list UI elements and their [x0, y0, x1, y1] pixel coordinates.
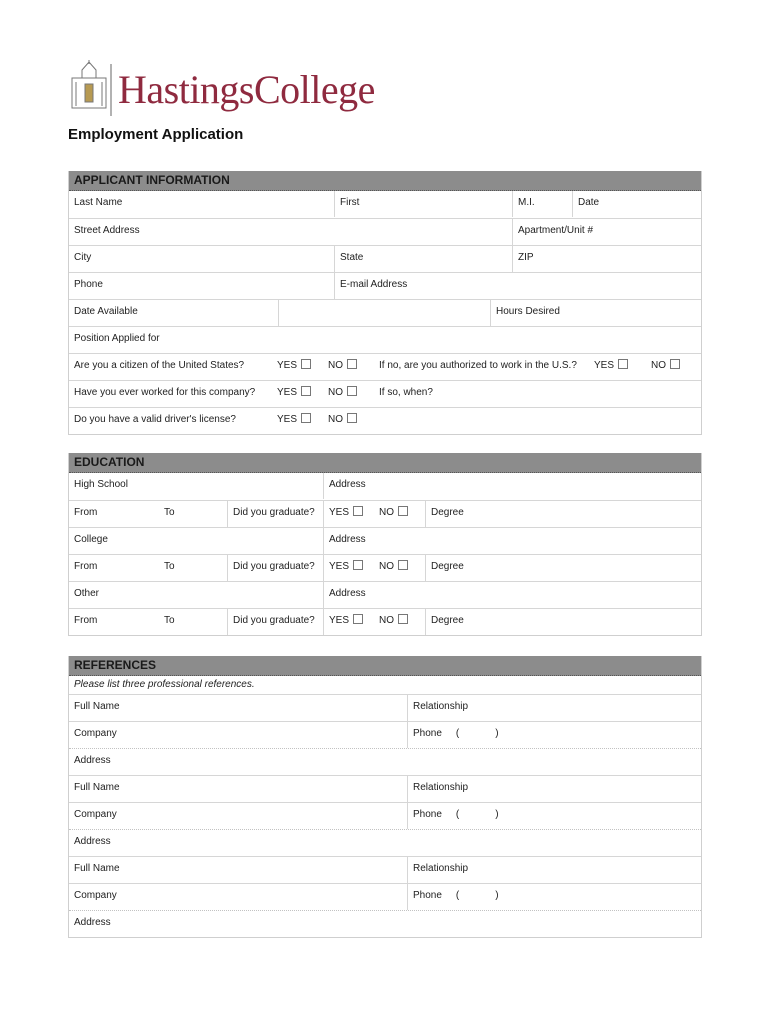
phone-field[interactable]: Phone [74, 279, 103, 290]
section-heading: EDUCATION [69, 453, 701, 473]
worked-question: Have you ever worked for this company? [74, 387, 256, 398]
graduate-no-option[interactable] [374, 555, 424, 581]
reference-3-company-row [69, 883, 701, 910]
license-no-option[interactable] [323, 408, 373, 434]
high-school-address-field[interactable]: Address [323, 473, 702, 499]
company-field[interactable]: Company [74, 809, 117, 820]
to-field[interactable]: To [164, 561, 175, 572]
page-title: Employment Application [68, 126, 244, 143]
checkbox[interactable] [301, 386, 311, 396]
checkbox[interactable] [670, 359, 680, 369]
no-label: NO [328, 387, 343, 398]
to-field[interactable]: To [164, 507, 175, 518]
street-row [69, 218, 701, 245]
phone-field[interactable] [407, 722, 702, 748]
other-school-field[interactable]: Other [74, 588, 100, 599]
graduate-question: Did you graduate? [227, 609, 323, 635]
relationship-field[interactable]: Relationship [407, 857, 702, 883]
college-field[interactable]: College [74, 534, 108, 545]
hours-desired-field[interactable]: Hours Desired [490, 300, 702, 326]
checkbox[interactable] [353, 614, 363, 624]
name-row [69, 191, 701, 218]
license-question: Do you have a valid driver's license? [74, 414, 236, 425]
from-field[interactable]: From [74, 615, 98, 626]
address-field[interactable]: Address [74, 755, 111, 766]
education-section [68, 453, 702, 636]
checkbox[interactable] [398, 614, 408, 624]
checkbox[interactable] [398, 506, 408, 516]
high-school-dates-row [69, 500, 701, 527]
degree-field[interactable]: Degree [425, 501, 702, 527]
checkbox[interactable] [347, 359, 357, 369]
position-row [69, 326, 701, 353]
college-dates-row [69, 554, 701, 581]
worked-no-option[interactable] [323, 381, 373, 407]
full-name-field[interactable]: Full Name [74, 863, 120, 874]
graduate-yes-option[interactable] [323, 609, 373, 635]
graduate-no-option[interactable] [374, 501, 424, 527]
reference-2-company-row [69, 802, 701, 829]
degree-field[interactable]: Degree [425, 609, 702, 635]
license-yes-option[interactable] [272, 408, 322, 434]
reference-3-name-row [69, 856, 701, 883]
yes-label: YES [329, 615, 350, 626]
college-row [69, 527, 701, 554]
when-field[interactable]: If so, when? [379, 387, 433, 398]
state-field[interactable]: State [334, 246, 512, 272]
yes-label: YES [329, 561, 350, 572]
chapel-tower-icon [72, 60, 106, 108]
relationship-field[interactable]: Relationship [407, 776, 702, 802]
license-row [69, 407, 701, 434]
phone-label: Phone [413, 890, 442, 901]
yes-label: YES [277, 360, 298, 371]
no-label: NO [379, 561, 394, 572]
city-field[interactable]: City [74, 252, 92, 263]
area-code-open: ( [455, 728, 460, 739]
citizen-yes-option[interactable] [272, 354, 322, 380]
reference-2-name-row [69, 775, 701, 802]
checkbox[interactable] [301, 413, 311, 423]
checkbox[interactable] [353, 560, 363, 570]
from-field[interactable]: From [74, 507, 98, 518]
yes-label: YES [329, 507, 350, 518]
no-label: NO [328, 360, 343, 371]
worked-row [69, 380, 701, 407]
other-address-field[interactable]: Address [323, 582, 702, 608]
citizen-row [69, 353, 701, 380]
yes-label: YES [277, 414, 298, 425]
references-section [68, 656, 702, 938]
apartment-field[interactable]: Apartment/Unit # [512, 219, 702, 245]
relationship-field[interactable]: Relationship [407, 695, 702, 721]
other-row [69, 581, 701, 608]
authorized-yes-option[interactable] [589, 354, 639, 380]
email-field[interactable]: E-mail Address [334, 273, 702, 299]
date-available-label: Date Available [74, 306, 138, 317]
applicant-information-section [68, 171, 702, 435]
worked-yes-option[interactable] [272, 381, 322, 407]
reference-1-company-row [69, 721, 701, 748]
street-address-field[interactable]: Street Address [74, 225, 140, 236]
date-field[interactable]: Date [572, 191, 702, 217]
high-school-row [69, 473, 701, 500]
reference-3-address-row [69, 910, 701, 937]
from-field[interactable]: From [74, 561, 98, 572]
address-field[interactable]: Address [74, 917, 111, 928]
degree-field[interactable]: Degree [425, 555, 702, 581]
phone-label: Phone [413, 809, 442, 820]
reference-1-name-row [69, 694, 701, 721]
phone-field[interactable] [407, 884, 702, 910]
checkbox[interactable] [347, 386, 357, 396]
middle-initial-field[interactable]: M.I. [512, 191, 572, 217]
citizen-no-option[interactable] [323, 354, 373, 380]
area-code-close: ) [495, 728, 499, 739]
authorized-question: If no, are you authorized to work in the U.S.? [379, 360, 577, 371]
area-code-close: ) [495, 809, 499, 820]
phone-row [69, 272, 701, 299]
checkbox[interactable] [398, 560, 408, 570]
checkbox[interactable] [353, 506, 363, 516]
phone-field[interactable] [407, 803, 702, 829]
citizen-question: Are you a citizen of the United States? [74, 360, 245, 371]
no-label: NO [651, 360, 666, 371]
no-label: NO [379, 615, 394, 626]
graduate-yes-option[interactable] [323, 501, 373, 527]
checkbox[interactable] [347, 413, 357, 423]
checkbox[interactable] [301, 359, 311, 369]
authorized-no-option[interactable] [646, 354, 702, 380]
graduate-question: Did you graduate? [227, 501, 323, 527]
college-name: HastingsCollege [118, 67, 375, 112]
last-name-field[interactable]: Last Name [74, 197, 123, 208]
checkbox[interactable] [618, 359, 628, 369]
area-code-open: ( [455, 809, 460, 820]
zip-field[interactable]: ZIP [512, 246, 702, 272]
reference-1-address-row [69, 748, 701, 775]
section-heading: APPLICANT INFORMATION [69, 171, 701, 191]
date-available-field[interactable] [278, 300, 490, 326]
references-instruction: Please list three professional references. [74, 679, 255, 690]
section-heading: REFERENCES [69, 656, 701, 676]
availability-row [69, 299, 701, 326]
area-code-open: ( [455, 890, 460, 901]
city-row [69, 245, 701, 272]
phone-label: Phone [413, 728, 442, 739]
first-name-field[interactable]: First [334, 191, 512, 217]
graduate-no-option[interactable] [374, 609, 424, 635]
other-dates-row [69, 608, 701, 635]
graduate-question: Did you graduate? [227, 555, 323, 581]
company-field[interactable]: Company [74, 890, 117, 901]
no-label: NO [328, 414, 343, 425]
yes-label: YES [594, 360, 615, 371]
no-label: NO [379, 507, 394, 518]
high-school-field[interactable]: High School [74, 479, 128, 490]
graduate-yes-option[interactable] [323, 555, 373, 581]
full-name-field[interactable]: Full Name [74, 782, 120, 793]
area-code-close: ) [495, 890, 499, 901]
reference-2-address-row [69, 829, 701, 856]
yes-label: YES [277, 387, 298, 398]
full-name-field[interactable]: Full Name [74, 701, 120, 712]
college-address-field[interactable]: Address [323, 528, 702, 554]
company-field[interactable]: Company [74, 728, 117, 739]
position-applied-field[interactable]: Position Applied for [74, 333, 160, 344]
to-field[interactable]: To [164, 615, 175, 626]
address-field[interactable]: Address [74, 836, 111, 847]
